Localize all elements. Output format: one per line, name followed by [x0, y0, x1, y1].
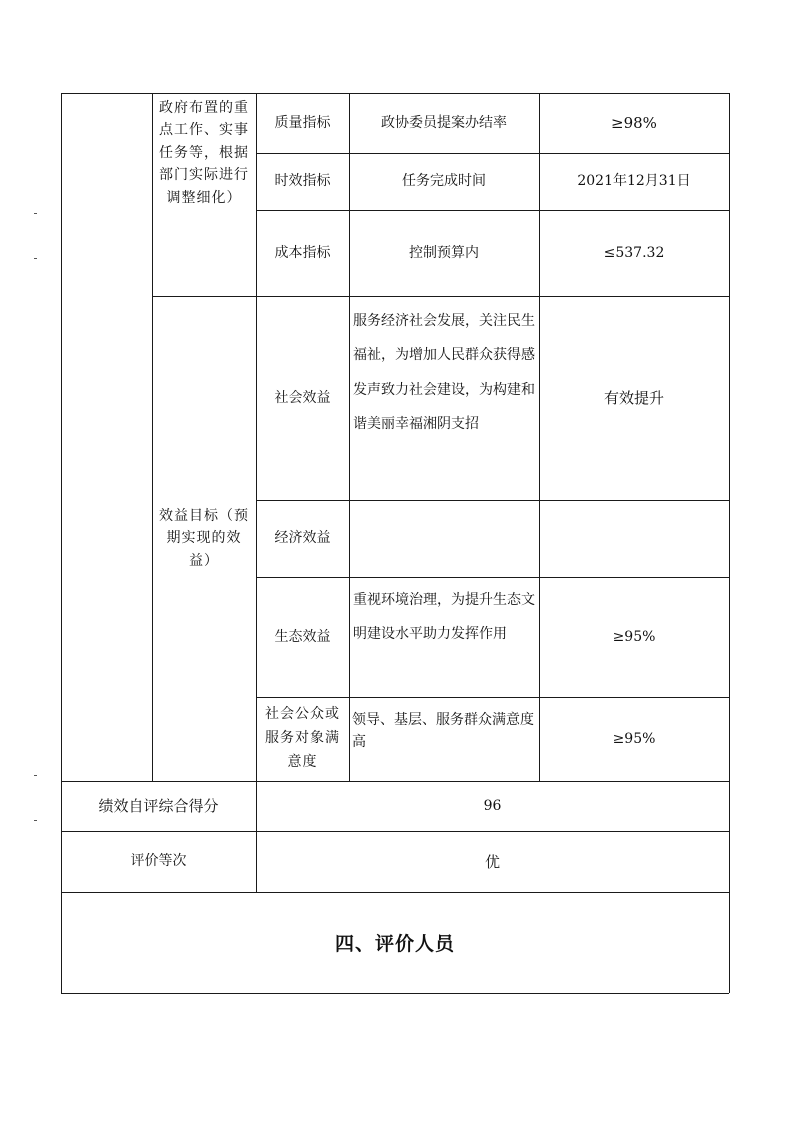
economic-benefit-content — [349, 500, 539, 577]
scan-mark — [34, 775, 37, 776]
social-benefit-content: 服务经济社会发展，关注民生福祉，为增加人民群众获得感发声致力社会建设，为构建和谐美丽幸福湘阴支招 — [353, 313, 535, 432]
ecology-benefit-label: 生态效益 — [274, 628, 331, 645]
score-label: 绩效自评综合得分 — [98, 797, 219, 815]
economic-benefit-label: 经济效益 — [274, 530, 331, 547]
grade-label: 评价等次 — [130, 853, 187, 870]
satisfaction-label: 社会公众或服务对象满意度 — [265, 706, 340, 770]
quality-indicator-label: 质量指标 — [274, 114, 331, 131]
satisfaction-content: 领导、基层、服务群众满意度高 — [352, 712, 534, 751]
performance-table — [61, 93, 729, 993]
section-title: 四、评价人员 — [334, 933, 455, 956]
quality-indicator-content: 政协委员提案办结率 — [381, 114, 507, 131]
ecology-benefit-content: 重视环境治理，为提升生态文明建设水平助力发挥作用 — [353, 592, 535, 643]
social-benefit-label: 社会效益 — [274, 389, 331, 406]
time-indicator-content: 任务完成时间 — [402, 173, 486, 190]
quality-indicator-value: ≥98% — [611, 114, 657, 132]
output-target-note: 政府布置的重点工作、实事任务等，根据部门实际进行调整细化） — [159, 100, 249, 206]
time-indicator-label: 时效指标 — [274, 173, 331, 190]
score-value: 96 — [483, 797, 502, 814]
cost-indicator-value: ≤537.32 — [603, 244, 665, 261]
social-benefit-value: 有效提升 — [603, 389, 664, 407]
scan-mark — [34, 258, 37, 259]
grade-value: 优 — [484, 852, 500, 871]
cost-indicator-content: 控制预算内 — [409, 244, 479, 261]
cost-indicator-label: 成本指标 — [274, 244, 331, 261]
ecology-benefit-value: ≥95% — [612, 628, 656, 645]
economic-benefit-value — [539, 500, 729, 577]
time-indicator-value: 2021年12月31日 — [577, 173, 691, 190]
benefit-target-label: 效益目标（预期实现的效益） — [159, 507, 249, 569]
scan-mark — [34, 820, 37, 821]
satisfaction-value: ≥95% — [612, 730, 656, 747]
scan-mark — [34, 213, 37, 214]
